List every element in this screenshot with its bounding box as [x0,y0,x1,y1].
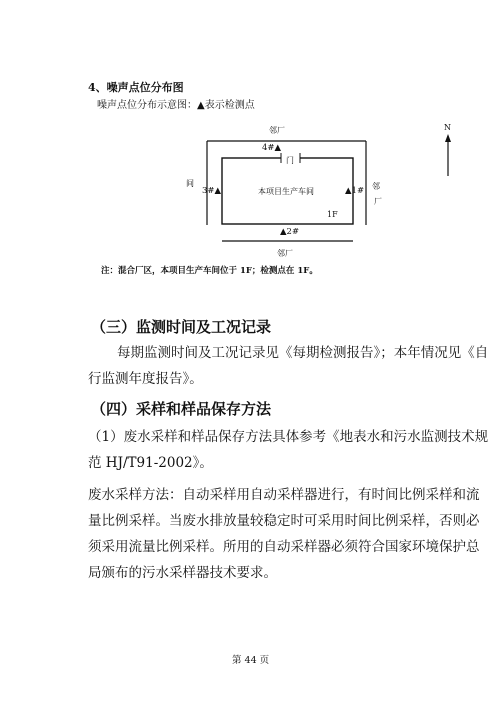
north-arrow-icon [445,134,451,142]
right-neighbor-label-1: 邻 [372,182,380,191]
paragraph-line: 范 HJ/T91-2002》。 [88,455,213,471]
building-label: 本项目生产车间 [258,187,314,196]
paragraph-line: 废水采样方法：自动采样用自动采样器进行，有时间比例采样和流 [88,487,480,503]
section-heading-noise-map: 4、噪声点位分布图 [88,81,184,94]
left-neighbor-label: 间 [186,179,194,188]
paragraph-line: 每期监测时间及工况记录见《每期检测报告》；本年情况见《自 [117,345,489,361]
paragraph-line: 须采用流量比例采样。所用的自动采样器必须符合国家环境保护总 [88,539,480,555]
floor-label: 1F [327,210,338,219]
bottom-neighbor-label: 邻厂 [277,249,293,258]
diagram-note: 注：混合厂区，本项目生产车间位于 1F；检测点在 1F。 [101,266,318,276]
point-3-label: 3#▲ [202,186,222,196]
paragraph-line: 局颁布的污水采样器技术要求。 [88,565,277,581]
section-heading-sampling: （四）采样和样品保存方法 [91,400,272,418]
point-1-label: ▲1# [345,186,365,196]
paragraph-line: 量比例采样。当废水排放量较稳定时可采用时间比例采样，否则必 [88,513,480,529]
top-neighbor-label: 邻厂 [269,126,285,135]
north-label: N [444,123,451,132]
right-neighbor-label-2: 厂 [374,197,382,206]
page-number: 第 44 页 [232,655,270,666]
diagram-subtitle: 噪声点位分布示意图：▲表示检测点 [97,100,255,111]
noise-point-diagram [0,0,500,300]
section-heading-monitoring-time: （三）监测时间及工况记录 [91,318,272,336]
point-2-label: ▲2# [280,227,300,237]
point-4-label: 4#▲ [262,143,282,153]
paragraph-line: 行监测年度报告》。 [88,371,203,387]
door-label: 门 [286,156,294,165]
paragraph-line: （1）废水采样和样品保存方法具体参考《地表水和污水监测技术规 [88,429,489,445]
